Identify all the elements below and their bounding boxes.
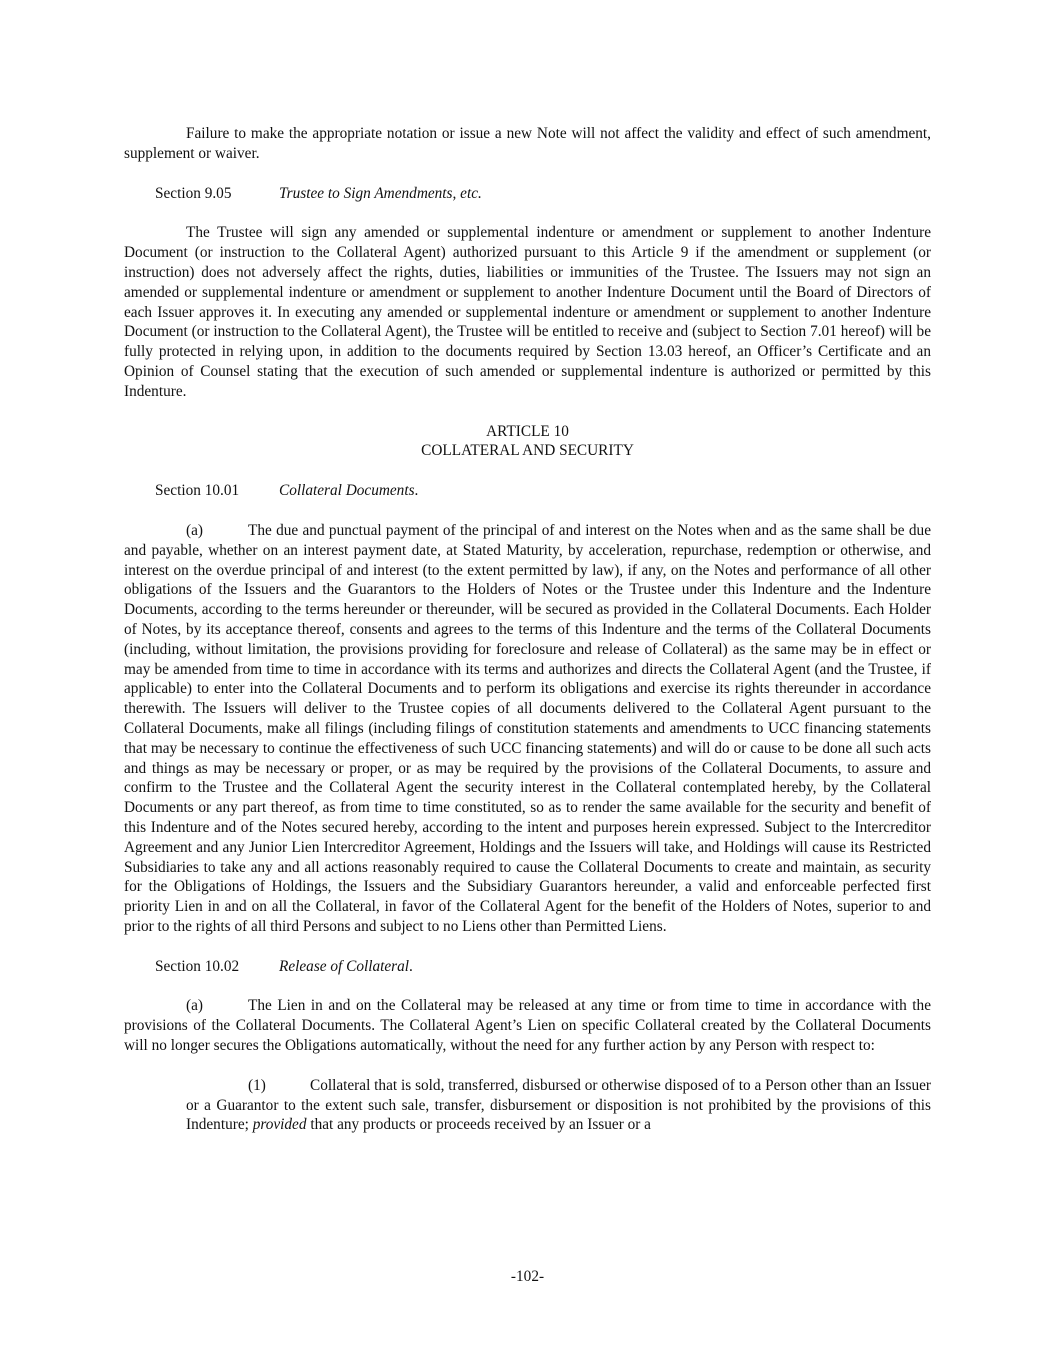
section-title-wrap (279, 957, 413, 977)
paragraph-text: The Lien in and on the Collateral may be released at any time or from time to time in accordance with the provisions of the Collateral Documents. The Collateral Agent’s Lien on specific Collateral created by the Collateral Documents will no longer secures the Obligations automatically, without the need for any further action by any Person with respect to: (124, 997, 931, 1055)
section-title: Collateral Documents (279, 482, 415, 500)
clause-text: Collateral that is sold, transferred, disbursed or otherwise disposed of to a Person other than an Issuer or a Guarantor to the extent such sale, transfer, disbursement or disposition is not prohibited by the provisions of this Indenture; (186, 1076, 931, 1134)
section-title-wrap (279, 481, 418, 501)
subsection-label: (a) (186, 997, 203, 1015)
section-title-period: . (414, 482, 419, 500)
section-title-period: . (409, 957, 413, 975)
subsection-label: (a) (186, 521, 203, 539)
paragraph-failure-notation: Failure to make the appropriate notation or issue a new Note will not affect the validity and effect of such amendment, supplement or waiver. (124, 125, 931, 162)
section-title: Release of Collateral (279, 957, 410, 975)
clause-italic-text: provided (252, 1116, 307, 1134)
clause-text-continued: that any products or proceeds received by an Issuer or a (306, 1116, 651, 1134)
article-number: ARTICLE 10 (486, 422, 569, 440)
paragraph-trustee-sign: The Trustee will sign any amended or supplemental indenture or amendment or supplement to another Indenture Document (or instruction to the Collateral Agent) authorized pursuant to this Article 9 if the amendment or supplement (or instruction) does not adversely affect the rights, duties, liabilities or immunities of the Trustee. The Issuers may not sign an amended or supplemental indenture or amendment or supplement to another Indenture Document until the Board of Directors of each Issuer approves it. In executing any amended or supplemental indenture or amendment or supplement to another Indenture Document (or instruction to the Collateral Agent), the Trustee will be entitled to receive and (subject to Section 7.01 hereof) will be fully protected in relying upon, in addition to the documents required by Section 13.03 hereof, an Officer’s Certificate and an Opinion of Counsel stating that the execution of such amended or supplemental indenture is authorized or permitted by this Indenture. (124, 224, 931, 400)
paragraph-collateral-documents-a (124, 521, 931, 937)
section-number: Section 10.01 (155, 482, 240, 500)
section-number: Section 10.02 (155, 957, 240, 975)
article-title: COLLATERAL AND SECURITY (421, 442, 634, 460)
paragraph-release-a (124, 996, 931, 1055)
section-title: Trustee to Sign Amendments, etc. (279, 184, 482, 202)
clause-release-1 (186, 1076, 931, 1135)
page-number: -102- (510, 1268, 545, 1285)
section-heading-9-05 (155, 184, 931, 204)
section-heading-10-02 (155, 957, 931, 977)
clause-label: (1) (248, 1076, 266, 1094)
document-page (124, 124, 931, 1135)
paragraph-text: The due and punctual payment of the principal of and interest on the Notes when and as the same shall be due and payable, whether on an interest payment date, at Stated Maturity, by acceleration, repurchase, redemption or otherwise, and interest on the overdue principal of and interest (to the extent permitted by law), if any, on the Notes and performance of all other obligations of the Issuers and the Guarantors to the Holders of Notes or the Trustee under this Indenture and the Indenture Documents, according to the terms hereunder or thereunder, will be secured as provided in the Collateral Documents. Each Holder of Notes, by its acceptance thereof, consents and agrees to the terms of this Indenture and the terms of the Collateral Documents (including, without limitation, the provisions providing for foreclosure and release of Collateral) as the same may be in effect or may be amended from time to time in accordance with its terms and authorizes and directs the Collateral Agent (and the Trustee, if applicable) to enter into the Collateral Documents and to perform its obligations and exercise its rights thereunder in accordance therewith. The Issuers will deliver to the Trustee copies of all documents delivered to the Collateral Agent pursuant to the Collateral Documents, make all filings (including filings of constitution statements and amendments to UCC financing statements that may be necessary to continue the effectiveness of such UCC financing statements) and will do or cause to be done all such acts and things as may be necessary or proper, or as may be required by the provisions of the Collateral Documents, to assure and confirm to the Trustee and the Collateral Agent the security interest in the Collateral contemplated hereby, by the Collateral Documents or any part thereof, as from time to time constituted, so as to render the same available for the security and benefit of this Indenture and of the Notes secured hereby, according to the intent and purposes herein expressed. Subject to the Intercreditor Agreement and any Junior Lien Intercreditor Agreement, Holdings and the Issuers will take, and Holdings will cause its Restricted Subsidiaries to take any and all actions reasonably required to cause the Collateral Documents to create and maintain, as security for the Obligations of Holdings, the Issuers and the Subsidiary Guarantors hereunder, a valid and enforceable perfected first priority Lien in and on all the Collateral, in favor of the Collateral Agent for the benefit of the Holders of Notes, superior to and prior to the rights of all third Persons and subject to no Liens other than Permitted Liens. (124, 521, 931, 935)
section-heading-10-01 (155, 481, 931, 501)
section-number: Section 9.05 (155, 184, 232, 202)
